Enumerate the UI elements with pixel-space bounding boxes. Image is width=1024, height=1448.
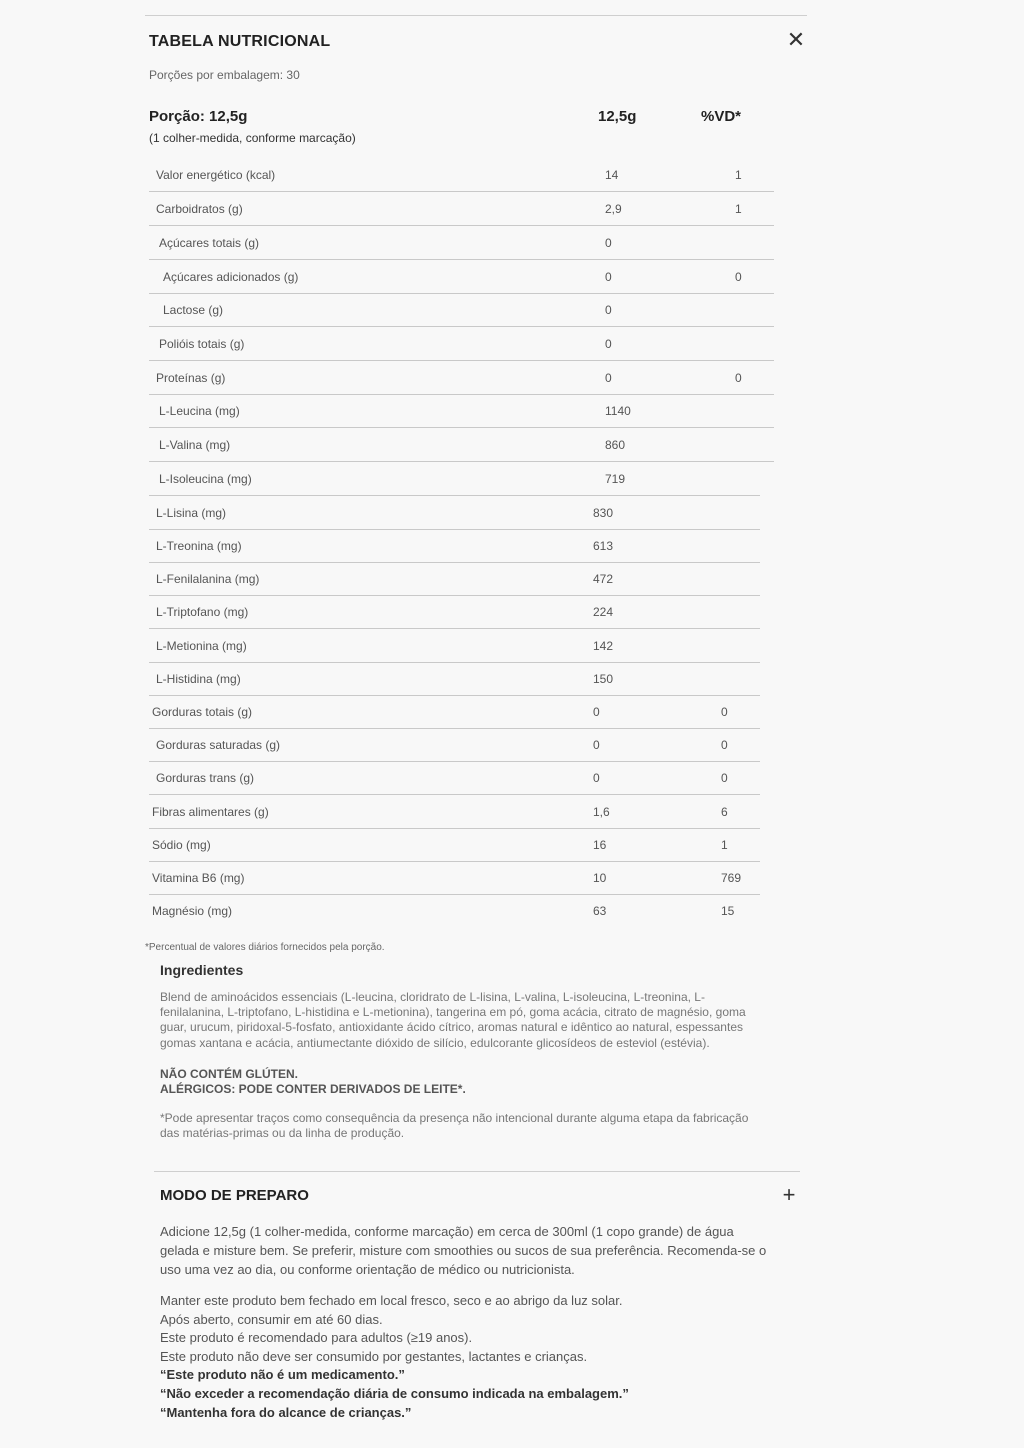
table-row: [149, 192, 774, 226]
instruction-line: Este produto não deve ser consumido por gestantes, lactantes e crianças.: [160, 1348, 588, 1364]
nutrient-vd: 1: [721, 838, 728, 852]
nutrient-name: L-Triptofano (mg): [156, 605, 249, 619]
nutrient-name: L-Fenilalanina (mg): [156, 572, 260, 586]
top-divider: [145, 15, 807, 16]
nutrient-amount: 14: [605, 168, 619, 182]
nutrition-table-title: TABELA NUTRICIONAL: [149, 33, 331, 50]
nutrient-name: L-Histidina (mg): [156, 672, 241, 686]
nutrient-name: Gorduras saturadas (g): [156, 738, 281, 752]
nutrient-name: L-Valina (mg): [159, 438, 231, 452]
nutrient-vd: 769: [721, 871, 742, 885]
nutrient-name: Açúcares totais (g): [159, 236, 260, 250]
nutrient-name: Açúcares adicionados (g): [163, 270, 299, 284]
table-row: [149, 761, 760, 795]
traces-note: *Pode apresentar traços como consequência da presença não intencional durante alguma etapa da fabricação das matérias-primas ou da linha de produção.: [160, 1111, 749, 1141]
column-header-vd: %VD*: [701, 108, 742, 125]
table-row: [149, 260, 774, 294]
instruction-line: “Não exceder a recomendação diária de consumo indicada na embalagem.”: [160, 1385, 629, 1401]
table-row: [149, 529, 760, 563]
table-row: [149, 158, 774, 192]
nutrient-amount: 472: [593, 572, 614, 586]
nutrient-amount: 142: [593, 639, 614, 653]
nutrient-amount: 613: [593, 539, 614, 553]
nutrient-amount: 150: [593, 672, 614, 686]
table-row: [149, 361, 774, 395]
table-row: [149, 795, 760, 829]
instruction-line: “Este produto não é um medicamento.”: [160, 1367, 405, 1383]
nutrient-vd: 1: [735, 168, 742, 182]
table-row: [149, 695, 760, 729]
nutrient-name: L-Metionina (mg): [156, 639, 247, 653]
nutrient-amount: 0: [593, 705, 600, 719]
nutrient-amount: 0: [605, 303, 612, 317]
nutrient-vd: 6: [721, 805, 728, 819]
instruction-line: Manter este produto bem fechado em local fresco, seco e ao abrigo da luz solar.: [160, 1293, 623, 1308]
instruction-line: “Mantenha fora do alcance de crianças.”: [160, 1404, 412, 1420]
nutrient-vd: 1: [735, 202, 742, 216]
nutrient-amount: 224: [593, 605, 614, 619]
nutrient-name: L-Lisina (mg): [156, 506, 227, 520]
allergen-warning: ALÉRGICOS: PODE CONTER DERIVADOS DE LEITE*.: [160, 1082, 466, 1096]
preparation-paragraph: Adicione 12,5g (1 colher-medida, conforme marcação) em cerca de 300ml (1 copo grande) de água gelada e misture bem. Se preferir, misture com smoothies ou sucos de sua preferência. Recomenda-se o uso uma vez ao dia, ou conforme orientação de médico ou nutricionista.: [160, 1224, 767, 1277]
nutrient-amount: 860: [605, 438, 626, 452]
nutrient-name: L-Leucina (mg): [159, 404, 240, 418]
allergen-warnings: [160, 1067, 466, 1097]
nutrient-amount: 2,9: [605, 202, 622, 216]
nutrient-vd: 0: [721, 738, 728, 752]
table-row: [149, 728, 760, 762]
portion-label: Porção: 12,5g: [149, 108, 248, 125]
table-row: [149, 828, 760, 862]
close-icon[interactable]: ✕: [786, 27, 806, 52]
nutrient-amount: 719: [605, 472, 626, 486]
instruction-line: Este produto é recomendado para adultos (≥19 anos).: [160, 1330, 473, 1346]
nutrient-name: Sódio (mg): [152, 838, 211, 852]
table-row: [149, 327, 774, 361]
nutrient-amount: 1140: [605, 404, 631, 418]
nutrient-vd: 0: [735, 371, 742, 385]
instruction-line: Após aberto, consumir em até 60 dias.: [160, 1311, 383, 1327]
nutrient-name: Fibras alimentares (g): [152, 805, 269, 819]
table-row: [149, 496, 760, 530]
nutrient-amount: 16: [593, 838, 607, 852]
nutrient-amount: 0: [605, 236, 612, 250]
gluten-warning: NÃO CONTÉM GLÚTEN.: [160, 1067, 298, 1081]
table-row: [149, 293, 774, 327]
nutrient-amount: 0: [605, 371, 612, 385]
nutrient-amount: 1,6: [593, 805, 610, 819]
nutrient-amount: 0: [605, 270, 612, 284]
nutrient-name: L-Treonina (mg): [156, 539, 242, 553]
servings-per-package: Porções por embalagem: 30: [149, 68, 300, 82]
column-header-amount: 12,5g: [598, 108, 637, 125]
table-row: [149, 394, 774, 428]
ingredients-title: Ingredientes: [160, 962, 244, 978]
nutrient-name: L-Isoleucina (mg): [159, 472, 252, 486]
nutrient-name: Polióis totais (g): [159, 337, 245, 351]
nutrient-name: Magnésio (mg): [152, 904, 233, 918]
nutrient-amount: 0: [605, 337, 612, 351]
preparation-divider: [154, 1171, 800, 1172]
nutrient-amount: 0: [593, 738, 600, 752]
nutrient-name: Carboidratos (g): [156, 202, 243, 216]
nutrient-amount: 830: [593, 506, 614, 520]
nutrient-name: Proteínas (g): [156, 371, 226, 385]
table-row: [149, 562, 760, 596]
nutrient-vd: 0: [721, 771, 728, 785]
nutrient-name: Vitamina B6 (mg): [152, 871, 245, 885]
table-footnote: *Percentual de valores diários fornecidos pela porção.: [145, 942, 385, 953]
preparation-instructions: [160, 1292, 780, 1422]
nutrient-name: Gorduras trans (g): [156, 771, 255, 785]
table-row: [149, 595, 760, 629]
nutrient-name: Valor energético (kcal): [156, 168, 276, 182]
ingredients-text: Blend de aminoácidos essenciais (L-leucina, cloridrato de L-lisina, L-valina, L-isoleucina, L-treonina, L-fenilalanina, L-triptofano, L-histidina e L-metionina), tangerina em pó, goma acácia, citrato de magnésio, goma guar, urucum, piridoxal-5-fosfato, antioxidante ácido cítrico, aromas natural e idêntico ao natural, espessantes gomas xantana e acácia, antiumectante dióxido de silício, edulcorante glicosídeos de esteviol (estévia).: [160, 990, 746, 1050]
table-row: [149, 428, 774, 462]
nutrient-name: Gorduras totais (g): [152, 705, 253, 719]
plus-icon[interactable]: +: [782, 1182, 796, 1207]
nutrient-vd: 15: [721, 904, 735, 918]
nutrient-amount: 0: [593, 771, 600, 785]
table-row: [149, 462, 760, 496]
nutrient-name: Lactose (g): [163, 303, 224, 317]
table-row: [149, 629, 760, 663]
nutrient-amount: 63: [593, 904, 607, 918]
table-row: [149, 894, 760, 927]
table-row: [149, 861, 760, 895]
table-row: [149, 662, 760, 696]
preparation-title[interactable]: MODO DE PREPARO: [160, 1187, 309, 1204]
nutrient-amount: 10: [593, 871, 607, 885]
nutrient-vd: 0: [721, 705, 728, 719]
portion-note: (1 colher-medida, conforme marcação): [149, 131, 356, 145]
nutrient-vd: 0: [735, 270, 742, 284]
table-row: [149, 226, 774, 260]
